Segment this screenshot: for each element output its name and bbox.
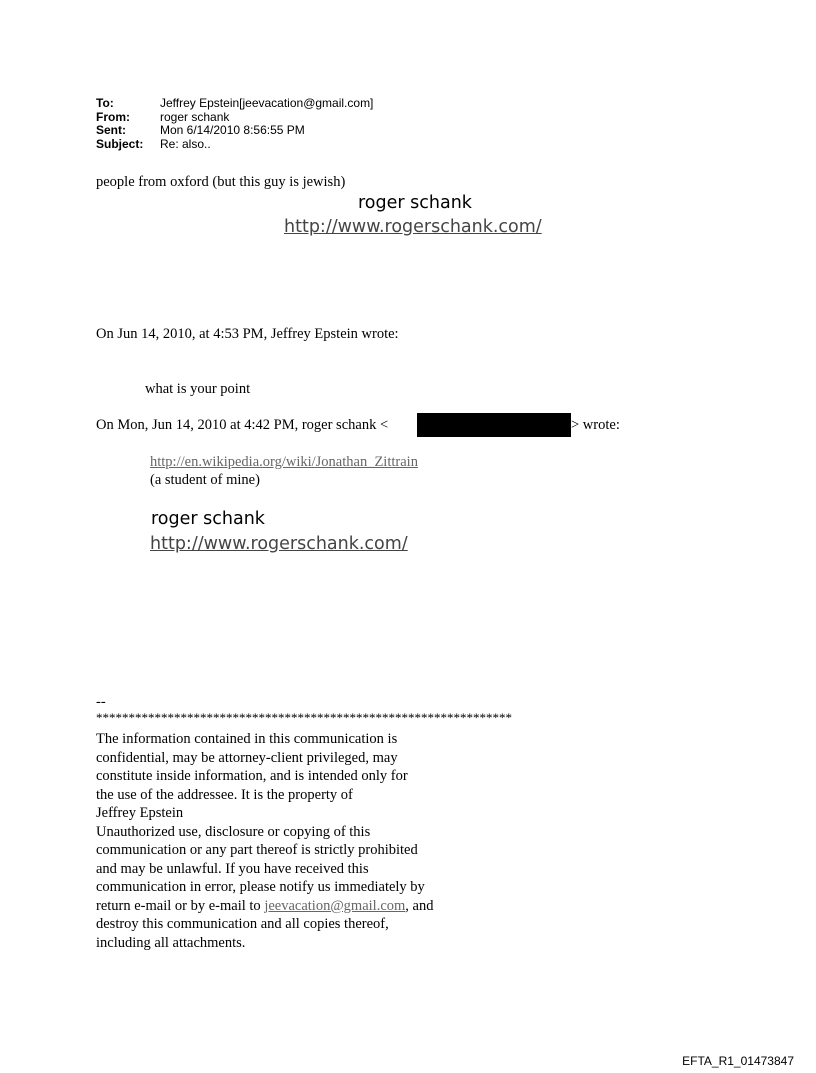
signature-name-1: roger schank — [358, 193, 472, 213]
from-value: roger schank — [160, 109, 230, 124]
body-line-1: people from oxford (but this guy is jewish) — [96, 174, 346, 190]
disclaimer-line: the use of the addressee. It is the property of — [96, 786, 353, 803]
redaction-block — [417, 413, 571, 437]
disclaimer-line: Jeffrey Epstein — [96, 805, 184, 821]
quote-intro-1: On Jun 14, 2010, at 4:53 PM, Jeffrey Epstein wrote: — [96, 326, 399, 342]
confidentiality-disclaimer — [96, 730, 516, 952]
separator-stars: **************************************************************** — [96, 710, 512, 725]
header-subject-row — [96, 138, 373, 152]
disclaimer-line: including all attachments. — [96, 934, 246, 951]
email-link[interactable]: jeevacation@gmail.com — [264, 897, 406, 914]
disclaimer-text: , and — [405, 897, 434, 914]
from-label: From: — [96, 109, 130, 124]
disclaimer-line: destroy this communication and all copies thereof, — [96, 916, 389, 932]
disclaimer-line: The information contained in this communication is — [96, 731, 398, 747]
to-label: To: — [96, 96, 114, 110]
subject-value: Re: also.. — [160, 136, 211, 151]
disclaimer-line: constitute inside information, and is intended only for — [96, 768, 408, 784]
header-sent-row — [96, 124, 373, 138]
disclaimer-line: communication in error, please notify us immediately by — [96, 879, 425, 895]
separator-dashes: -- — [96, 694, 106, 710]
disclaimer-line: communication or any part thereof is strictly prohibited — [96, 842, 418, 858]
disclaimer-line: and may be unlawful. If you have received this — [96, 860, 369, 877]
to-value: Jeffrey Epstein[jeevacation@gmail.com] — [160, 96, 374, 110]
quote-text-1: what is your point — [145, 381, 251, 397]
quote-intro-2-start: On Mon, Jun 14, 2010 at 4:42 PM, roger schank < — [96, 417, 389, 433]
signature-url-1[interactable]: http://www.rogerschank.com/ — [284, 217, 542, 237]
disclaimer-line — [96, 897, 516, 916]
email-header — [96, 97, 373, 151]
quote-intro-2-end: > wrote: — [571, 417, 620, 433]
header-to-row — [96, 97, 373, 111]
document-id: EFTA_R1_01473847 — [682, 1054, 794, 1068]
subject-label: Subject: — [96, 136, 144, 151]
sent-label: Sent: — [96, 123, 126, 137]
header-from-row — [96, 111, 373, 125]
disclaimer-line: confidential, may be attorney-client privileged, may — [96, 749, 398, 766]
disclaimer-line: Unauthorized use, disclosure or copying of this — [96, 823, 371, 840]
disclaimer-text: return e-mail or by e-mail to — [96, 897, 265, 914]
signature-url-2[interactable]: http://www.rogerschank.com/ — [150, 534, 408, 554]
signature-name-2: roger schank — [151, 509, 265, 529]
quote-text-2: (a student of mine) — [150, 472, 260, 488]
sent-value: Mon 6/14/2010 8:56:55 PM — [160, 123, 305, 137]
wikipedia-link[interactable]: http://en.wikipedia.org/wiki/Jonathan_Zittrain — [150, 454, 418, 470]
